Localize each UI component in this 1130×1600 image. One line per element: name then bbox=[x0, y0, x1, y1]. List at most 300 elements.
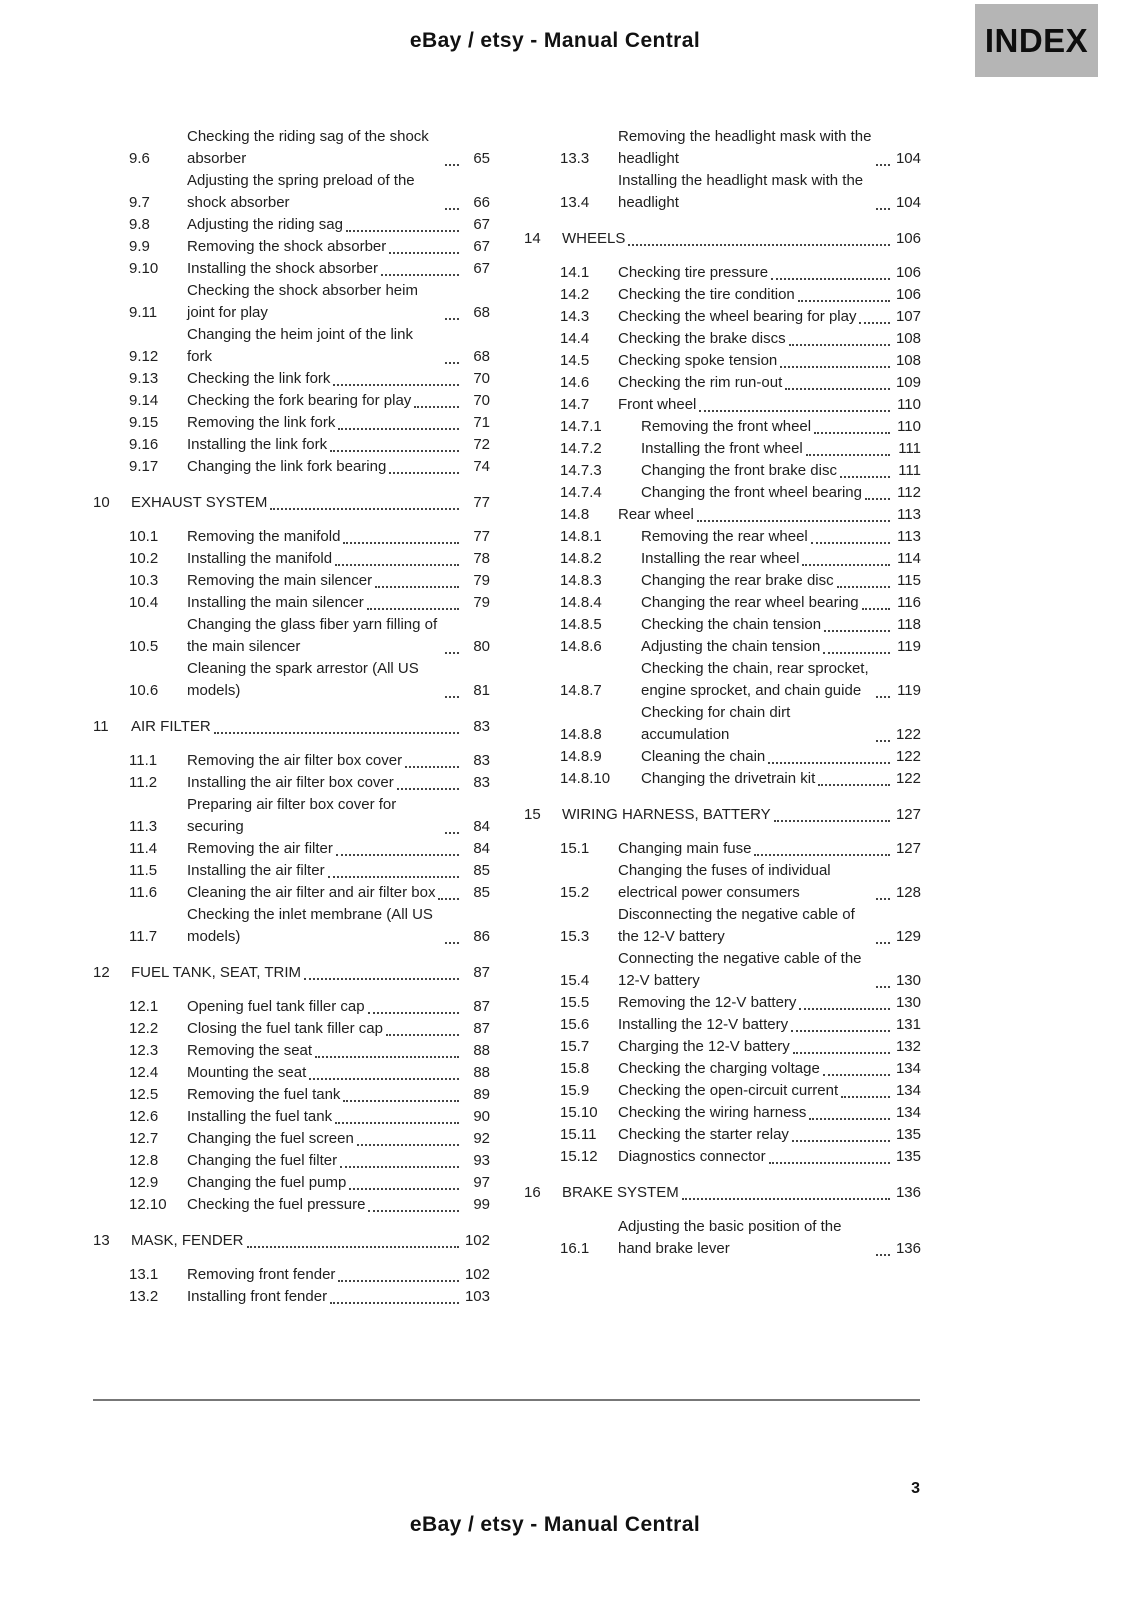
toc-leader-dots bbox=[682, 1198, 890, 1200]
toc-entry-number: 15 bbox=[524, 806, 541, 823]
toc-leader-dots bbox=[823, 1074, 890, 1076]
toc-entry-number: 15.6 bbox=[560, 1016, 590, 1033]
toc-leader-dots bbox=[798, 300, 890, 302]
toc-leader-dots bbox=[343, 1100, 459, 1102]
toc-entry-title: Checking the chain, rear sprocket, engine sprocket, and chain guide bbox=[641, 660, 869, 699]
toc-entry-title: Removing the main silencer bbox=[187, 572, 373, 589]
toc-entry-page: 136 bbox=[895, 1240, 921, 1257]
toc-entry-page: 68 bbox=[473, 348, 490, 365]
toc-entry-title: Removing the shock absorber bbox=[187, 238, 387, 255]
header-title: eBay / etsy - Manual Central bbox=[409, 29, 701, 52]
toc-entry-title: Closing the fuel tank filler cap bbox=[187, 1020, 383, 1037]
toc-entry-number: 14.6 bbox=[560, 374, 590, 391]
toc-entry-number: 15.5 bbox=[560, 994, 590, 1011]
toc-entry-number: 14.8 bbox=[560, 506, 590, 523]
toc-entry-number: 9.9 bbox=[129, 238, 150, 255]
toc-leader-dots bbox=[793, 1052, 890, 1054]
toc-entry bbox=[93, 1040, 490, 1062]
toc-entry-page: 116 bbox=[897, 594, 921, 611]
toc-entry-title: Removing the seat bbox=[187, 1042, 313, 1059]
toc-entry-page: 109 bbox=[895, 374, 921, 391]
toc-entry bbox=[93, 570, 490, 592]
toc-entry-title: Adjusting the chain tension bbox=[641, 638, 821, 655]
toc-entry-number: 11.3 bbox=[129, 818, 158, 835]
toc-entry-page: 104 bbox=[895, 150, 921, 167]
toc-leader-dots bbox=[792, 1140, 890, 1142]
toc-entry-title: Checking the starter relay bbox=[618, 1126, 789, 1143]
toc-entry bbox=[524, 1146, 921, 1168]
toc-entry-number: 14.8.3 bbox=[560, 572, 602, 589]
toc-entry bbox=[93, 772, 490, 794]
toc-entry-number: 11 bbox=[93, 718, 109, 735]
toc-entry bbox=[93, 548, 490, 570]
toc-leader-dots bbox=[876, 1254, 890, 1256]
toc-entry bbox=[93, 1106, 490, 1128]
toc-entry-page: 115 bbox=[897, 572, 921, 589]
toc-entry-title: Checking the fuel pressure bbox=[187, 1196, 366, 1213]
toc-entry-title: Charging the 12-V battery bbox=[618, 1038, 790, 1055]
toc-entry bbox=[93, 860, 490, 882]
toc-entry bbox=[524, 548, 921, 570]
toc-entry-title: FUEL TANK, SEAT, TRIM bbox=[131, 964, 302, 981]
toc-entry-title: Changing main fuse bbox=[618, 840, 752, 857]
toc-entry-title: BRAKE SYSTEM bbox=[562, 1184, 679, 1201]
toc-entry-number: 10 bbox=[93, 494, 110, 511]
toc-entry-number: 14.2 bbox=[560, 286, 590, 303]
toc-leader-dots bbox=[697, 520, 890, 522]
toc-leader-dots bbox=[841, 1096, 890, 1098]
toc-entry-page: 130 bbox=[895, 972, 921, 989]
toc-entry-title: Adjusting the basic position of the hand brake lever bbox=[618, 1218, 842, 1257]
toc-entry-title: Installing the 12-V battery bbox=[618, 1016, 789, 1033]
toc-entry-page: 135 bbox=[895, 1148, 921, 1165]
toc-chapter-entry bbox=[93, 716, 490, 738]
toc-entry-page: 122 bbox=[895, 748, 921, 765]
toc-entry-page: 110 bbox=[897, 396, 921, 413]
toc-entry-title: Removing front fender bbox=[187, 1266, 336, 1283]
toc-entry bbox=[524, 860, 921, 904]
index-tab-label: INDEX bbox=[984, 21, 1089, 59]
toc-entry-number: 9.17 bbox=[129, 458, 159, 475]
toc-entry-title: Checking tire pressure bbox=[618, 264, 769, 281]
footer-title: eBay / etsy - Manual Central bbox=[409, 1513, 701, 1536]
toc-entry-page: 84 bbox=[473, 818, 490, 835]
toc-entry-title: Installing the link fork bbox=[187, 436, 328, 453]
toc-entry-title: Preparing air filter box cover for securing bbox=[187, 796, 397, 835]
toc-entry bbox=[524, 1036, 921, 1058]
toc-entry bbox=[524, 1216, 921, 1260]
toc-entry-title: Connecting the negative cable of the 12-V battery bbox=[618, 950, 862, 989]
toc-entry-page: 67 bbox=[473, 216, 490, 233]
toc-entry-page: 81 bbox=[473, 682, 490, 699]
toc-entry-title: Checking the brake discs bbox=[618, 330, 786, 347]
toc-entry-page: 114 bbox=[897, 550, 921, 567]
toc-chapter-entry bbox=[524, 1182, 921, 1204]
toc-entry-title: Checking the rim run-out bbox=[618, 374, 783, 391]
toc-entry-page: 111 bbox=[898, 440, 921, 457]
toc-leader-dots bbox=[438, 898, 459, 900]
toc-entry-page: 83 bbox=[473, 718, 490, 735]
toc-entry-number: 15.10 bbox=[560, 1104, 598, 1121]
toc-entry-number: 9.13 bbox=[129, 370, 159, 387]
toc-leader-dots bbox=[865, 498, 890, 500]
toc-leader-dots bbox=[876, 986, 890, 988]
toc-entry-page: 68 bbox=[473, 304, 490, 321]
toc-entry-title: Checking spoke tension bbox=[618, 352, 778, 369]
toc-leader-dots bbox=[802, 564, 890, 566]
toc-entry-number: 13.3 bbox=[560, 150, 590, 167]
toc-entry bbox=[93, 412, 490, 434]
toc-entry-page: 84 bbox=[473, 840, 490, 857]
toc-entry bbox=[93, 838, 490, 860]
toc-leader-dots bbox=[315, 1056, 459, 1058]
toc-entry-page: 118 bbox=[897, 616, 921, 633]
toc-leader-dots bbox=[414, 406, 459, 408]
toc-entry-title: WIRING HARNESS, BATTERY bbox=[562, 806, 771, 823]
toc-entry-title: Checking the fork bearing for play bbox=[187, 392, 412, 409]
toc-entry bbox=[524, 838, 921, 860]
toc-entry-title: Opening fuel tank filler cap bbox=[187, 998, 365, 1015]
toc-entry-number: 15.12 bbox=[560, 1148, 598, 1165]
page-number: 3 bbox=[911, 1480, 920, 1497]
toc-entry-number: 16 bbox=[524, 1184, 541, 1201]
toc-chapter-entry bbox=[93, 962, 490, 984]
toc-entry-title: Cleaning the chain bbox=[641, 748, 766, 765]
toc-leader-dots bbox=[699, 410, 890, 412]
toc-entry-page: 110 bbox=[897, 418, 921, 435]
toc-leader-dots bbox=[349, 1188, 459, 1190]
toc-entry bbox=[93, 236, 490, 258]
toc-chapter-entry bbox=[524, 228, 921, 250]
toc-leader-dots bbox=[768, 762, 890, 764]
toc-leader-dots bbox=[367, 608, 459, 610]
toc-entry-number: 11.2 bbox=[129, 774, 158, 791]
toc-entry bbox=[93, 592, 490, 614]
toc-leader-dots bbox=[628, 244, 890, 246]
toc-leader-dots bbox=[357, 1144, 459, 1146]
toc-entry-title: Changing the drivetrain kit bbox=[641, 770, 816, 787]
toc-leader-dots bbox=[330, 1302, 459, 1304]
toc-leader-dots bbox=[769, 1162, 890, 1164]
toc-entry-title: Adjusting the riding sag bbox=[187, 216, 343, 233]
toc-entry-number: 14.8.1 bbox=[560, 528, 602, 545]
toc-entry-title: Mounting the seat bbox=[187, 1064, 307, 1081]
toc-entry-title: Changing the fuel filter bbox=[187, 1152, 338, 1169]
toc-entry bbox=[93, 126, 490, 170]
toc-leader-dots bbox=[862, 608, 890, 610]
toc-entry-title: Changing the fuel pump bbox=[187, 1174, 347, 1191]
toc-leader-dots bbox=[309, 1078, 459, 1080]
toc-entry-page: 107 bbox=[895, 308, 921, 325]
toc-entry-number: 14.7 bbox=[560, 396, 590, 413]
toc-entry-title: Changing the front wheel bearing bbox=[641, 484, 862, 501]
toc-entry-number: 9.6 bbox=[129, 150, 150, 167]
toc-entry-title: Removing the manifold bbox=[187, 528, 341, 545]
toc-entry-page: 130 bbox=[895, 994, 921, 1011]
toc-entry-page: 99 bbox=[473, 1196, 490, 1213]
toc-column-right bbox=[524, 126, 921, 1260]
toc-entry-page: 67 bbox=[473, 238, 490, 255]
toc-entry bbox=[93, 368, 490, 390]
toc-entry-page: 111 bbox=[898, 462, 921, 479]
toc-entry-page: 92 bbox=[473, 1130, 490, 1147]
toc-entry bbox=[524, 416, 921, 438]
toc-leader-dots bbox=[445, 362, 459, 364]
toc-leader-dots bbox=[811, 542, 890, 544]
toc-entry-page: 87 bbox=[473, 998, 490, 1015]
toc-entry-number: 12.6 bbox=[129, 1108, 159, 1125]
toc-leader-dots bbox=[824, 630, 890, 632]
toc-entry bbox=[524, 372, 921, 394]
index-tab bbox=[975, 4, 1098, 77]
toc-entry-page: 77 bbox=[473, 528, 490, 545]
toc-entry-title: Rear wheel bbox=[618, 506, 694, 523]
toc-entry-page: 85 bbox=[473, 884, 490, 901]
toc-entry bbox=[93, 1264, 490, 1286]
toc-entry-number: 12.8 bbox=[129, 1152, 159, 1169]
toc-entry-page: 103 bbox=[464, 1288, 490, 1305]
toc-entry-number: 15.11 bbox=[560, 1126, 597, 1143]
toc-entry-page: 88 bbox=[473, 1042, 490, 1059]
toc-entry-page: 78 bbox=[473, 550, 490, 567]
toc-entry-page: 113 bbox=[897, 528, 921, 545]
toc-entry-title: Installing the air filter bbox=[187, 862, 325, 879]
toc-entry-title: Installing the rear wheel bbox=[641, 550, 800, 567]
toc-entry bbox=[524, 992, 921, 1014]
toc-entry-number: 9.7 bbox=[129, 194, 150, 211]
toc-leader-dots bbox=[809, 1118, 890, 1120]
toc-entry-number: 13.4 bbox=[560, 194, 590, 211]
toc-entry bbox=[524, 170, 921, 214]
toc-leader-dots bbox=[368, 1210, 459, 1212]
toc-leader-dots bbox=[214, 732, 459, 734]
toc-entry-title: Changing the front brake disc bbox=[641, 462, 837, 479]
toc-entry-title: Removing the 12-V battery bbox=[618, 994, 797, 1011]
toc-entry-page: 87 bbox=[473, 1020, 490, 1037]
toc-entry-number: 14 bbox=[524, 230, 541, 247]
toc-leader-dots bbox=[340, 1166, 459, 1168]
toc-leader-dots bbox=[343, 542, 459, 544]
toc-entry bbox=[524, 1014, 921, 1036]
toc-entry-number: 11.5 bbox=[129, 862, 158, 879]
toc-entry-number: 12.3 bbox=[129, 1042, 159, 1059]
toc-leader-dots bbox=[333, 384, 459, 386]
toc-entry-page: 89 bbox=[473, 1086, 490, 1103]
toc-entry bbox=[524, 284, 921, 306]
toc-entry-page: 77 bbox=[473, 494, 490, 511]
toc-entry-page: 128 bbox=[895, 884, 921, 901]
toc-entry-number: 14.8.5 bbox=[560, 616, 602, 633]
toc-entry-title: Checking the open-circuit current bbox=[618, 1082, 839, 1099]
table-of-contents bbox=[93, 126, 921, 1308]
toc-entry-title: Installing the fuel tank bbox=[187, 1108, 333, 1125]
toc-entry-number: 10.6 bbox=[129, 682, 159, 699]
toc-entry-page: 113 bbox=[897, 506, 921, 523]
toc-entry-title: Removing the fuel tank bbox=[187, 1086, 341, 1103]
toc-entry bbox=[524, 504, 921, 526]
toc-leader-dots bbox=[397, 788, 459, 790]
toc-entry-number: 15.2 bbox=[560, 884, 590, 901]
toc-entry-number: 14.7.1 bbox=[560, 418, 602, 435]
toc-leader-dots bbox=[270, 508, 459, 510]
toc-entry-number: 15.7 bbox=[560, 1038, 590, 1055]
toc-entry bbox=[524, 636, 921, 658]
toc-entry-number: 14.8.4 bbox=[560, 594, 602, 611]
toc-entry-page: 74 bbox=[473, 458, 490, 475]
toc-entry-page: 88 bbox=[473, 1064, 490, 1081]
toc-leader-dots bbox=[445, 832, 459, 834]
toc-entry-page: 108 bbox=[895, 352, 921, 369]
toc-leader-dots bbox=[876, 164, 890, 166]
toc-leader-dots bbox=[859, 322, 890, 324]
toc-entry-page: 106 bbox=[895, 230, 921, 247]
toc-entry-number: 10.4 bbox=[129, 594, 159, 611]
toc-leader-dots bbox=[445, 652, 459, 654]
toc-entry-number: 15.1 bbox=[560, 840, 590, 857]
toc-entry-title: Changing the fuses of individual electrical power consumers bbox=[618, 862, 831, 901]
toc-entry-title: Checking the charging voltage bbox=[618, 1060, 820, 1077]
toc-entry bbox=[93, 882, 490, 904]
toc-entry-number: 9.8 bbox=[129, 216, 150, 233]
toc-leader-dots bbox=[876, 208, 890, 210]
toc-entry-page: 86 bbox=[473, 928, 490, 945]
toc-entry-title: Checking the link fork bbox=[187, 370, 331, 387]
toc-entry-title: WHEELS bbox=[562, 230, 626, 247]
toc-entry-page: 131 bbox=[895, 1016, 921, 1033]
toc-entry bbox=[524, 1058, 921, 1080]
toc-entry-page: 67 bbox=[473, 260, 490, 277]
toc-leader-dots bbox=[814, 432, 890, 434]
toc-entry-title: Installing front fender bbox=[187, 1288, 328, 1305]
toc-entry-page: 79 bbox=[473, 594, 490, 611]
toc-entry bbox=[524, 526, 921, 548]
toc-leader-dots bbox=[445, 208, 459, 210]
toc-entry-page: 104 bbox=[895, 194, 921, 211]
toc-entry-page: 112 bbox=[897, 484, 921, 501]
toc-entry-page: 71 bbox=[473, 414, 490, 431]
toc-entry bbox=[524, 1080, 921, 1102]
toc-leader-dots bbox=[445, 164, 459, 166]
toc-entry bbox=[524, 570, 921, 592]
toc-entry bbox=[524, 702, 921, 746]
toc-leader-dots bbox=[375, 586, 459, 588]
toc-entry bbox=[524, 460, 921, 482]
toc-entry-number: 14.8.7 bbox=[560, 682, 602, 699]
toc-leader-dots bbox=[789, 344, 890, 346]
toc-entry-title: Removing the rear wheel bbox=[641, 528, 808, 545]
toc-entry-title: Changing the heim joint of the link fork bbox=[187, 326, 413, 365]
toc-entry-title: Checking the wiring harness bbox=[618, 1104, 807, 1121]
toc-entry-page: 79 bbox=[473, 572, 490, 589]
toc-entry-page: 93 bbox=[473, 1152, 490, 1169]
toc-entry-number: 13.2 bbox=[129, 1288, 159, 1305]
toc-entry bbox=[93, 1018, 490, 1040]
toc-entry-page: 122 bbox=[895, 726, 921, 743]
toc-leader-dots bbox=[336, 854, 459, 856]
toc-entry-page: 70 bbox=[473, 392, 490, 409]
toc-entry-number: 12.2 bbox=[129, 1020, 159, 1037]
toc-entry-number: 9.14 bbox=[129, 392, 159, 409]
toc-entry-title: Adjusting the spring preload of the shock absorber bbox=[187, 172, 415, 211]
toc-entry bbox=[524, 948, 921, 992]
toc-leader-dots bbox=[774, 820, 890, 822]
toc-entry-title: Installing the shock absorber bbox=[187, 260, 378, 277]
toc-entry-number: 14.3 bbox=[560, 308, 590, 325]
toc-entry-title: MASK, FENDER bbox=[131, 1232, 244, 1249]
toc-entry-number: 11.6 bbox=[129, 884, 158, 901]
toc-entry bbox=[524, 262, 921, 284]
toc-entry bbox=[93, 170, 490, 214]
toc-entry-page: 127 bbox=[895, 840, 921, 857]
toc-leader-dots bbox=[876, 942, 890, 944]
toc-entry-title: Cleaning the spark arrestor (All US models) bbox=[187, 660, 419, 699]
toc-entry bbox=[524, 394, 921, 416]
toc-entry-title: Checking the chain tension bbox=[641, 616, 822, 633]
toc-entry-title: Checking for chain dirt accumulation bbox=[641, 704, 791, 743]
toc-entry-title: Checking the shock absorber heim joint for play bbox=[187, 282, 418, 321]
toc-entry bbox=[93, 390, 490, 412]
toc-entry bbox=[93, 214, 490, 236]
toc-entry-title: Front wheel bbox=[618, 396, 697, 413]
toc-entry-page: 106 bbox=[895, 286, 921, 303]
toc-entry bbox=[524, 904, 921, 948]
toc-entry-number: 14.8.6 bbox=[560, 638, 602, 655]
toc-entry-number: 11.4 bbox=[129, 840, 158, 857]
toc-entry-number: 12.9 bbox=[129, 1174, 159, 1191]
toc-entry bbox=[524, 328, 921, 350]
toc-entry-number: 12.1 bbox=[129, 998, 159, 1015]
toc-entry-title: Installing the air filter box cover bbox=[187, 774, 394, 791]
toc-entry-title: Changing the rear wheel bearing bbox=[641, 594, 859, 611]
toc-entry-number: 16.1 bbox=[560, 1240, 590, 1257]
toc-entry-number: 14.7.4 bbox=[560, 484, 602, 501]
toc-entry-number: 14.8.10 bbox=[560, 770, 611, 787]
toc-entry bbox=[93, 434, 490, 456]
toc-entry-number: 14.8.2 bbox=[560, 550, 602, 567]
toc-entry-number: 10.2 bbox=[129, 550, 159, 567]
toc-entry-title: Changing the rear brake disc bbox=[641, 572, 834, 589]
toc-entry-title: Checking the riding sag of the shock absorber bbox=[187, 128, 429, 167]
toc-entry bbox=[93, 1286, 490, 1308]
toc-entry-title: Diagnostics connector bbox=[618, 1148, 766, 1165]
toc-entry bbox=[524, 746, 921, 768]
toc-entry-page: 129 bbox=[895, 928, 921, 945]
toc-entry-page: 108 bbox=[895, 330, 921, 347]
toc-entry-title: Removing the link fork bbox=[187, 414, 336, 431]
toc-entry bbox=[524, 438, 921, 460]
toc-leader-dots bbox=[381, 274, 459, 276]
toc-entry-number: 15.4 bbox=[560, 972, 590, 989]
toc-entry bbox=[93, 1194, 490, 1216]
toc-leader-dots bbox=[840, 476, 890, 478]
toc-leader-dots bbox=[445, 696, 459, 698]
toc-entry-number: 12.5 bbox=[129, 1086, 159, 1103]
toc-entry-number: 12 bbox=[93, 964, 110, 981]
toc-entry bbox=[524, 350, 921, 372]
toc-entry-number: 10.1 bbox=[129, 528, 159, 545]
toc-leader-dots bbox=[335, 564, 459, 566]
toc-leader-dots bbox=[335, 1122, 459, 1124]
toc-leader-dots bbox=[780, 366, 890, 368]
toc-leader-dots bbox=[445, 942, 459, 944]
toc-entry bbox=[524, 768, 921, 790]
toc-entry-title: Changing the glass fiber yarn filling of the main silencer bbox=[187, 616, 438, 655]
toc-entry-number: 9.15 bbox=[129, 414, 159, 431]
toc-entry-page: 134 bbox=[895, 1082, 921, 1099]
toc-entry bbox=[93, 280, 490, 324]
toc-entry-page: 119 bbox=[897, 682, 921, 699]
toc-entry-number: 14.4 bbox=[560, 330, 590, 347]
